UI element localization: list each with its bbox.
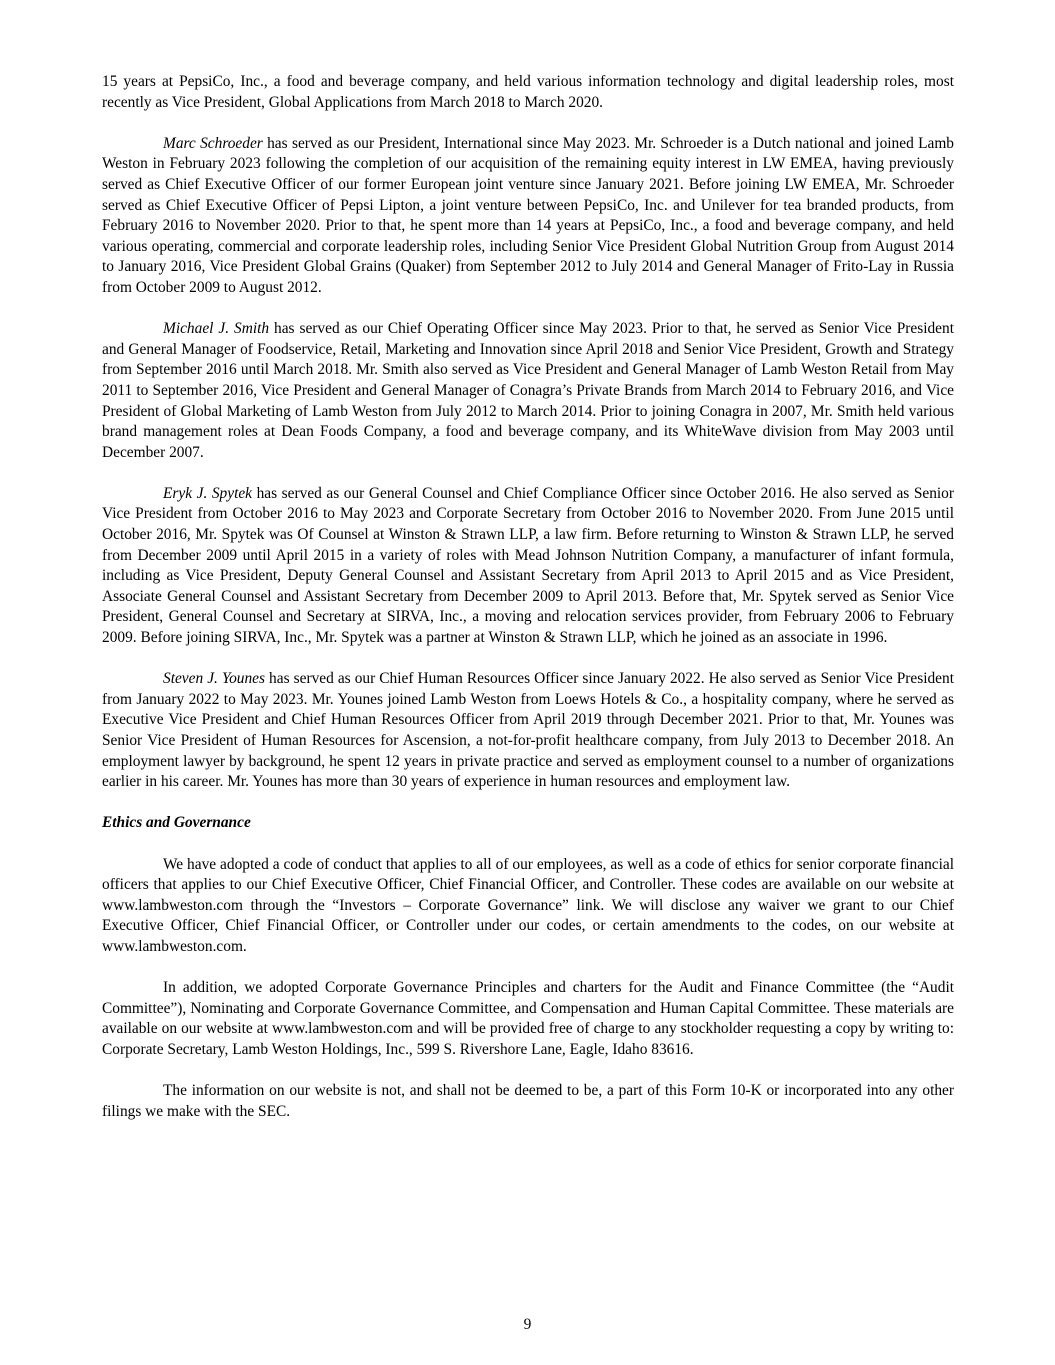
page-number: 9 (523, 1316, 532, 1333)
bio-paragraph-younes (102, 669, 954, 793)
bio-name: Eryk J. Spytek (163, 484, 253, 502)
ethics-paragraph: In addition, we adopted Corporate Governance Principles and charters for the Audit and Finance Committee (the “Audit Committee”), Nominating and Corporate Governance Committee, and Compensation and Human Capital Committee. These materials are available on our website at www.lambweston.com and will be provided free of charge to any stockholder requesting a copy by writing to: Corporate Secretary, Lamb Weston Holdings, Inc., 599 S. Rivershore Lane, Eagle, Idaho 83616. (102, 979, 954, 1058)
bio-text: has served as our Chief Human Resources Officer since January 2022. He also served as Senior Vice President from January 2022 to May 2023. Mr. Younes joined Lamb Weston from Loews Hotels & Co., a hospitality company, where he served as Executive Vice President and Chief Human Resources Officer from April 2019 through December 2021. Prior to that, Mr. Younes was Senior Vice President of Human Resources for Ascension, a not-for-profit healthcare company, from July 2013 to December 2018. An employment lawyer by background, he spent 12 years in private practice and served as employment counsel to a number of organizations earlier in his career. Mr. Younes has more than 30 years of experience in human resources and employment law. (102, 670, 954, 791)
bio-paragraph-smith (102, 319, 954, 463)
bio-text: has served as our Chief Operating Officer since May 2023. Prior to that, he served as Senior Vice President and General Manager of Foodservice, Retail, Marketing and Innovation since April 2018 and Senior Vice President, Growth and Strategy from September 2016 until March 2018. Mr. Smith also served as Vice President and General Manager of Lamb Weston Retail from May 2011 to September 2016, Vice President and General Manager of Conagra’s Private Brands from March 2014 to February 2016, and Vice President of Global Marketing of Lamb Weston from July 2012 to March 2014. Prior to joining Conagra in 2007, Mr. Smith held various brand management roles at Dean Foods Company, a food and beverage company, and its WhiteWave division from May 2003 until December 2007. (102, 320, 954, 461)
bio-name: Michael J. Smith (163, 320, 270, 338)
bio-name: Steven J. Younes (163, 670, 265, 688)
bio-text: has served as our President, International since May 2023. Mr. Schroeder is a Dutch national and joined Lamb Weston in February 2023 following the completion of our acquisition of the remaining equity interest in LW EMEA, having previously served as Chief Executive Officer of our former European joint venture since January 2021. Before joining LW EMEA, Mr. Schroeder served as Chief Executive Officer of Pepsi Lipton, a joint venture between PepsiCo, Inc. and Unilever for tea branded products, from February 2016 to November 2020. Prior to that, he spent more than 14 years at PepsiCo, Inc., a food and beverage company, and held various operating, commercial and corporate leadership roles, including Senior Vice President Global Nutrition Group from August 2014 to January 2016, Vice President Global Grains (Quaker) from September 2012 to July 2014 and General Manager of Frito-Lay in Russia from October 2009 to August 2012. (102, 134, 954, 296)
continued-paragraph: 15 years at PepsiCo, Inc., a food and beverage company, and held various information technology and digital leadership roles, most recently as Vice President, Global Applications from March 2018 to March 2020. (102, 73, 954, 111)
section-heading-ethics: Ethics and Governance (102, 814, 251, 832)
ethics-paragraph: We have adopted a code of conduct that applies to all of our employees, as well as a code of ethics for senior corporate financial officers that applies to our Chief Executive Officer, Chief Financial Officer, and Controller. These codes are available on our website at www.lambweston.com through the “Investors – Corporate Governance” link. We will disclose any waiver we grant to our Chief Executive Officer, Chief Financial Officer, or Controller under our codes, or certain amendments to the codes, on our website at www.lambweston.com. (102, 855, 954, 955)
bio-text: has served as our General Counsel and Chief Compliance Officer since October 2016. He also served as Senior Vice President from October 2016 to May 2023 and Corporate Secretary from October 2016 to November 2020. From June 2015 until October 2016, Mr. Spytek was Of Counsel at Winston & Strawn LLP, a law firm. Before returning to Winston & Strawn LLP, he served from December 2009 until April 2015 in a variety of roles with Mead Johnson Nutrition Company, a manufacturer of infant formula, including as Vice President, Deputy General Counsel and Assistant Secretary from April 2013 to April 2015 and as Vice President, Associate General Counsel and Assistant Secretary from December 2009 to April 2013. Before that, Mr. Spytek served as Senior Vice President, General Counsel and Secretary at SIRVA, Inc., a moving and relocation services provider, from February 2006 to February 2009. Before joining SIRVA, Inc., Mr. Spytek was a partner at Winston & Strawn LLP, which he joined as an associate in 1996. (102, 484, 955, 647)
bio-paragraph-spytek (102, 484, 954, 649)
document-body (102, 72, 954, 1143)
bio-name: Marc Schroeder (163, 134, 263, 152)
ethics-paragraph: The information on our website is not, and shall not be deemed to be, a part of this Form 10-K or incorporated into any other filings we make with the SEC. (102, 1082, 954, 1120)
bio-paragraph-schroeder (102, 134, 954, 299)
